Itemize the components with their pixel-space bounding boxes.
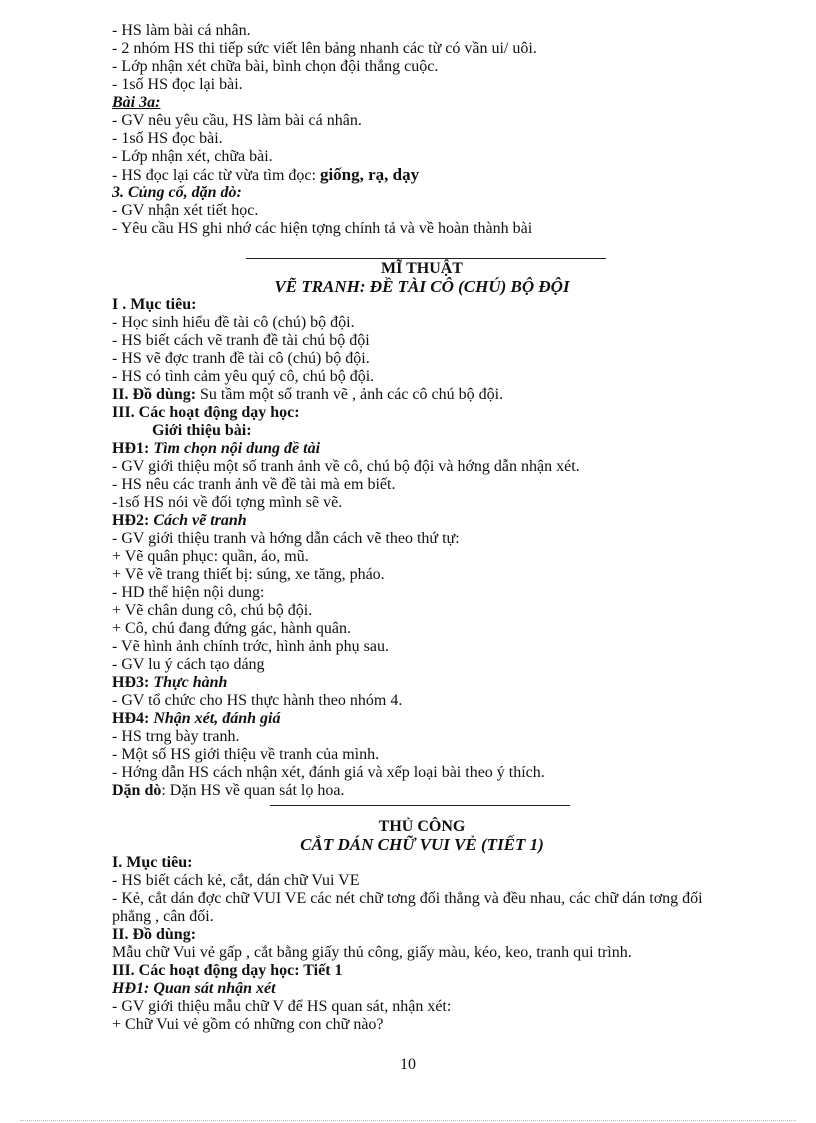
homework-label: Dặn dò xyxy=(112,782,162,799)
activity-heading xyxy=(112,710,732,728)
materials-heading: II. Đồ dùng: xyxy=(112,926,197,943)
activity-title: Tìm chọn nội dung đề tài xyxy=(149,440,321,457)
read-words-keywords: giống, rạ, dạy xyxy=(319,165,420,184)
section-divider xyxy=(270,805,570,806)
activity-label: HĐ3: xyxy=(112,674,150,691)
text-line: - HS biết cách vẽ tranh đề tài chú bộ đội xyxy=(112,332,370,349)
craft-lesson xyxy=(112,818,732,1034)
section-heading: 3. Củng cố, dặn dò: xyxy=(112,184,242,201)
text-line: - 1số HS đọc lại bài. xyxy=(112,76,243,93)
text-line: - HS trng bày tranh. xyxy=(112,728,240,745)
text-line: + Vẽ về trang thiết bị: súng, xe tăng, pháo. xyxy=(112,566,385,583)
activity-label: HĐ1: xyxy=(112,440,150,457)
text-line: - Vẽ hình ảnh chính trớc, hình ảnh phụ sau. xyxy=(112,638,389,655)
text-line: - Lớp nhận xét, chữa bài. xyxy=(112,148,273,165)
text-line: - GV giới thiệu tranh và hớng dẫn cách vẽ theo thứ tự: xyxy=(112,530,460,547)
text-line xyxy=(112,166,732,184)
text-line: - Một số HS giới thiệu về tranh của mình. xyxy=(112,746,380,763)
activities-heading: III. Các hoạt động dạy học: xyxy=(112,404,300,421)
text-line: - HS vẽ đợc tranh đề tài cô (chú) bộ đội. xyxy=(112,350,370,367)
homework-text: : Dặn HS về quan sát lọ hoa. xyxy=(161,782,345,799)
section-divider xyxy=(246,258,606,259)
text-line: - GV tổ chức cho HS thực hành theo nhóm 4. xyxy=(112,692,403,709)
materials-text: Mẫu chữ Vui vẻ gấp , cắt bằng giấy thủ công, giấy màu, kéo, keo, tranh qui trình. xyxy=(112,944,632,961)
text-line: - Kẻ, cắt dán đợc chữ VUI VE các nét chữ tơng đối thẳng và đều nhau, các chữ dán tơng đối phẳng , cân đối. xyxy=(112,890,703,925)
text-line: - Hớng dẫn HS cách nhận xét, đánh giá và xếp loại bài theo ý thích. xyxy=(112,764,545,781)
activity-heading xyxy=(112,674,732,692)
text-line: - GV lu ý cách tạo dáng xyxy=(112,656,265,673)
homework-line xyxy=(112,782,732,800)
lesson-continuation xyxy=(112,22,732,238)
materials-heading: II. Đồ dùng: xyxy=(112,386,197,403)
page-number: 10 xyxy=(400,1056,416,1073)
objectives-heading: I . Mục tiêu: xyxy=(112,296,197,313)
text-line: -1số HS nói về đối tợng mình sẽ vẽ. xyxy=(112,494,343,511)
text-line: - HS làm bài cá nhân. xyxy=(112,22,251,39)
text-line: - HD thể hiện nội dung: xyxy=(112,584,265,601)
subject-title: MĨ THUẬT xyxy=(381,260,463,277)
activities-heading: III. Các hoạt động dạy học: Tiết 1 xyxy=(112,962,343,979)
text-line: - GV giới thiệu mẫu chữ V để HS quan sát, nhận xét: xyxy=(112,998,452,1015)
materials-text: Su tầm một số tranh vẽ , ảnh các cô chú bộ đội. xyxy=(196,386,504,403)
text-line: - HS có tình cảm yêu quý cô, chú bộ đội. xyxy=(112,368,375,385)
text-line: - Lớp nhận xét chữa bài, bình chọn đội thắng cuộc. xyxy=(112,58,439,75)
text-line: - 2 nhóm HS thi tiếp sức viết lên bảng nhanh các từ có vần ui/ uôi. xyxy=(112,40,537,57)
exercise-heading: Bài 3a: xyxy=(112,94,161,111)
text-line: + Vẽ chân dung cô, chú bộ đội. xyxy=(112,602,313,619)
text-line: - Yêu cầu HS ghi nhớ các hiện tợng chính tả và về hoàn thành bài xyxy=(112,220,533,237)
activity-label: HĐ4: xyxy=(112,710,150,727)
text-line: + Chữ Vui vẻ gồm có những con chữ nào? xyxy=(112,1016,384,1033)
lesson-title: VẼ TRANH: ĐỀ TÀI CÔ (CHÚ) BỘ ĐỘI xyxy=(274,277,570,296)
art-lesson xyxy=(112,260,732,800)
read-words-prefix: - HS đọc lại các từ vừa tìm đọc: xyxy=(112,167,320,184)
activity-label: HĐ2: xyxy=(112,512,150,529)
text-line: - Học sinh hiểu đề tài cô (chú) bộ đội. xyxy=(112,314,355,331)
text-line: + Vẽ quân phục: quần, áo, mũ. xyxy=(112,548,309,565)
page-bottom-border xyxy=(20,1120,796,1121)
text-line: + Cô, chú đang đứng gác, hành quân. xyxy=(112,620,351,637)
activity-title: Thực hành xyxy=(149,674,228,691)
intro-heading: Giới thiệu bài: xyxy=(152,422,252,439)
text-line: - 1số HS đọc bài. xyxy=(112,130,223,147)
activity-heading xyxy=(112,512,732,530)
activity-title: Nhận xét, đánh giá xyxy=(149,710,281,727)
activity-heading xyxy=(112,440,732,458)
subject-title: THỦ CÔNG xyxy=(378,818,466,835)
materials-line xyxy=(112,386,732,404)
text-line: - GV nêu yêu cầu, HS làm bài cá nhân. xyxy=(112,112,362,129)
activity-title: Cách vẽ tranh xyxy=(149,512,247,529)
activity-heading: HĐ1: Quan sát nhận xét xyxy=(112,980,276,997)
text-line: - HS nêu các tranh ảnh về đề tài mà em biết. xyxy=(112,476,396,493)
text-line: - GV nhận xét tiết học. xyxy=(112,202,259,219)
lesson-title: CẮT DÁN CHỮ VUI VẺ (TIẾT 1) xyxy=(300,835,544,854)
objectives-heading: I. Mục tiêu: xyxy=(112,854,193,871)
text-line: - HS biết cách kẻ, cắt, dán chữ Vui VE xyxy=(112,872,360,889)
text-line: - GV giới thiệu một số tranh ảnh về cô, chú bộ đội và hớng dẫn nhận xét. xyxy=(112,458,580,475)
